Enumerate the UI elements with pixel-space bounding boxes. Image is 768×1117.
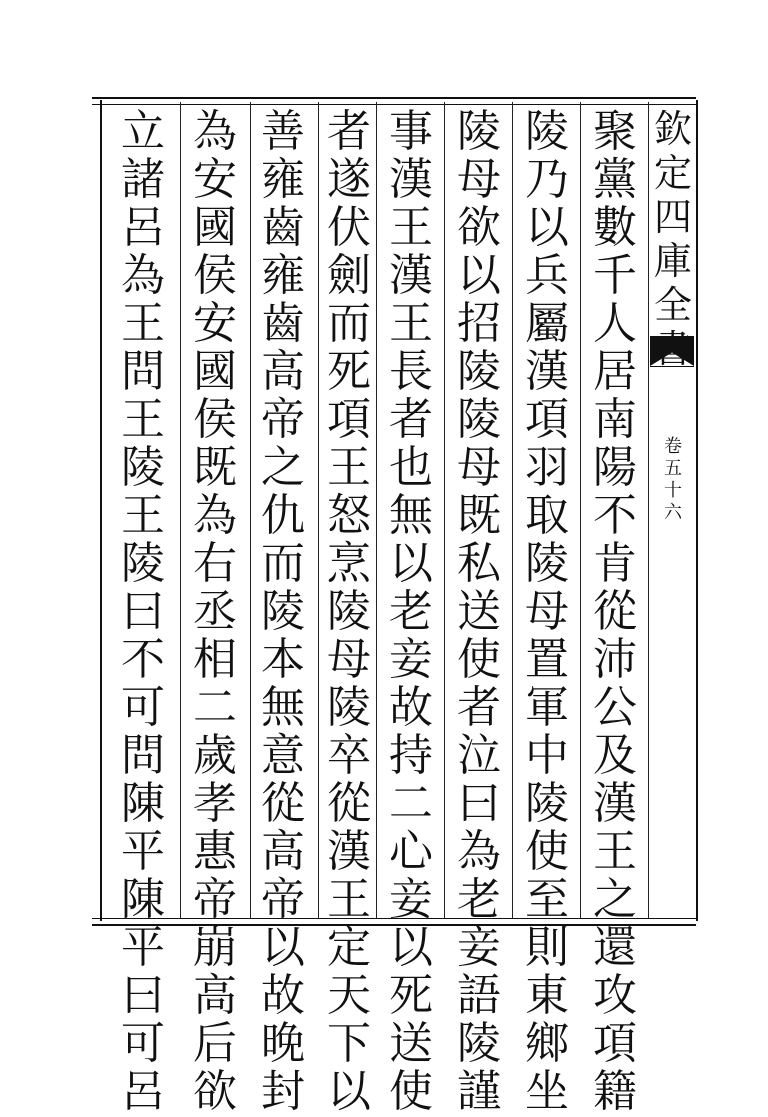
text-char: 本 (261, 634, 305, 685)
text-char: 語 (457, 970, 501, 1021)
text-char: 陵 (525, 106, 569, 157)
text-char: 者 (389, 394, 433, 445)
text-char: 王 (121, 490, 165, 541)
text-char: 陵 (457, 394, 501, 445)
text-char: 平 (121, 922, 165, 973)
text-char: 母 (457, 154, 501, 205)
text-char: 安 (193, 298, 237, 349)
text-char: 數 (593, 202, 637, 253)
text-char: 攻 (593, 970, 637, 1021)
text-char: 陵 (121, 538, 165, 589)
text-char: 無 (261, 682, 305, 733)
text-char: 安 (193, 154, 237, 205)
volume-label (656, 436, 690, 524)
text-char: 公 (593, 682, 637, 733)
text-char: 心 (389, 826, 433, 877)
text-char: 二 (193, 682, 237, 733)
text-char: 為 (193, 490, 237, 541)
text-char: 后 (193, 1018, 237, 1069)
text-char: 二 (389, 778, 433, 829)
text-char: 呂 (121, 1066, 165, 1117)
text-char: 惠 (193, 826, 237, 877)
text-char: 漢 (389, 154, 433, 205)
text-char: 南 (593, 394, 637, 445)
text-char: 使 (525, 826, 569, 877)
text-char: 長 (389, 346, 433, 397)
text-char: 高 (193, 970, 237, 1021)
text-char: 陵 (327, 682, 371, 733)
text-char: 羽 (525, 442, 569, 493)
text-char: 為 (457, 826, 501, 877)
text-char: 天 (327, 970, 371, 1021)
text-char: 齒 (261, 298, 305, 349)
text-char: 項 (327, 394, 371, 445)
text-char: 漢 (389, 250, 433, 301)
text-char: 招 (457, 298, 501, 349)
text-column-3 (448, 106, 510, 1117)
text-char: 呂 (121, 202, 165, 253)
text-char: 置 (525, 634, 569, 685)
text-char: 黨 (593, 154, 637, 205)
text-char: 則 (525, 922, 569, 973)
text-char: 曰 (121, 970, 165, 1021)
text-char: 以 (261, 922, 305, 973)
book-title-char: 全 (653, 283, 692, 327)
text-char: 母 (457, 442, 501, 493)
text-char: 鄉 (525, 1018, 569, 1069)
text-char: 諸 (121, 154, 165, 205)
text-column-8 (112, 106, 174, 1117)
text-char: 帝 (261, 394, 305, 445)
text-char: 曰 (457, 778, 501, 829)
volume-char: 卷 (664, 436, 682, 457)
text-char: 妾 (389, 874, 433, 925)
text-char: 老 (389, 586, 433, 637)
text-char: 欲 (193, 1066, 237, 1117)
text-char: 為 (121, 250, 165, 301)
text-char: 以 (457, 250, 501, 301)
text-char: 相 (193, 634, 237, 685)
text-char: 帝 (193, 874, 237, 925)
frame-left-border (100, 100, 102, 921)
text-char: 沛 (593, 634, 637, 685)
text-char: 死 (327, 346, 371, 397)
text-char: 之 (593, 874, 637, 925)
text-char: 漢 (525, 346, 569, 397)
text-char: 可 (121, 1018, 165, 1069)
text-char: 屬 (525, 298, 569, 349)
text-column-4 (380, 106, 442, 1117)
text-char: 取 (525, 490, 569, 541)
text-column-2 (516, 106, 578, 1117)
text-char: 劍 (327, 250, 371, 301)
text-char: 妾 (389, 634, 433, 685)
text-char: 漢 (593, 778, 637, 829)
text-char: 陵 (121, 442, 165, 493)
text-char: 王 (327, 874, 371, 925)
volume-char: 五 (664, 458, 682, 479)
text-char: 還 (593, 922, 637, 973)
text-char: 仇 (261, 490, 305, 541)
text-char: 東 (525, 970, 569, 1021)
text-char: 善 (261, 106, 305, 157)
text-char: 雍 (261, 154, 305, 205)
text-char: 以 (327, 1066, 371, 1117)
text-char: 死 (389, 970, 433, 1021)
text-char: 事 (389, 106, 433, 157)
book-title-char: 四 (653, 195, 692, 239)
text-char: 帝 (261, 874, 305, 925)
text-char: 問 (121, 346, 165, 397)
text-char: 侯 (193, 250, 237, 301)
text-char: 晚 (261, 1018, 305, 1069)
text-char: 以 (389, 922, 433, 973)
text-char: 問 (121, 730, 165, 781)
column-divider (250, 102, 251, 918)
text-char: 陳 (121, 778, 165, 829)
text-char: 母 (525, 586, 569, 637)
text-char: 聚 (593, 106, 637, 157)
text-char: 封 (261, 1066, 305, 1117)
text-char: 烹 (327, 538, 371, 589)
text-char: 從 (261, 778, 305, 829)
text-char: 居 (593, 346, 637, 397)
volume-char: 六 (664, 502, 682, 523)
text-char: 下 (327, 1018, 371, 1069)
text-column-1 (584, 106, 646, 1117)
text-char: 漢 (327, 826, 371, 877)
text-char: 及 (593, 730, 637, 781)
text-char: 使 (389, 1066, 433, 1117)
text-char: 陵 (261, 586, 305, 637)
text-char: 丞 (193, 586, 237, 637)
text-char: 不 (121, 634, 165, 685)
text-char: 者 (327, 106, 371, 157)
text-char: 國 (193, 202, 237, 253)
book-title-char: 庫 (653, 239, 692, 283)
text-char: 人 (593, 298, 637, 349)
column-divider (180, 102, 181, 918)
text-char: 母 (327, 634, 371, 685)
text-column-6 (252, 106, 314, 1117)
text-char: 孝 (193, 778, 237, 829)
text-char: 陵 (457, 106, 501, 157)
text-char: 至 (525, 874, 569, 925)
text-char: 從 (327, 778, 371, 829)
text-char: 王 (121, 298, 165, 349)
text-char: 王 (121, 394, 165, 445)
text-char: 以 (389, 538, 433, 589)
text-char: 歲 (193, 730, 237, 781)
text-char: 既 (457, 490, 501, 541)
text-char: 欲 (457, 202, 501, 253)
text-char: 肯 (593, 538, 637, 589)
text-char: 陳 (121, 874, 165, 925)
text-char: 故 (389, 682, 433, 733)
text-char: 送 (389, 1018, 433, 1069)
text-char: 使 (457, 634, 501, 685)
text-char: 王 (327, 442, 371, 493)
text-char: 意 (261, 730, 305, 781)
volume-char: 十 (664, 480, 682, 501)
text-char: 遂 (327, 154, 371, 205)
text-char: 齒 (261, 202, 305, 253)
column-divider (580, 102, 581, 918)
text-char: 而 (261, 538, 305, 589)
text-char: 平 (121, 826, 165, 877)
text-char: 為 (193, 106, 237, 157)
text-char: 送 (457, 586, 501, 637)
frame-top-border (92, 97, 696, 105)
book-title-char: 定 (653, 151, 692, 195)
text-char: 伏 (327, 202, 371, 253)
text-char: 無 (389, 490, 433, 541)
text-char: 崩 (193, 922, 237, 973)
text-char: 卒 (327, 730, 371, 781)
text-char: 妾 (457, 922, 501, 973)
text-char: 老 (457, 874, 501, 925)
text-char: 故 (261, 970, 305, 1021)
text-char: 王 (389, 202, 433, 253)
book-title-char: 欽 (653, 107, 692, 151)
text-char: 高 (261, 826, 305, 877)
text-char: 千 (593, 250, 637, 301)
text-char: 陵 (525, 538, 569, 589)
book-title (651, 108, 695, 372)
text-char: 籍 (593, 1066, 637, 1117)
text-char: 侯 (193, 394, 237, 445)
text-char: 高 (261, 346, 305, 397)
text-char: 陽 (593, 442, 637, 493)
text-char: 以 (525, 202, 569, 253)
column-divider (648, 102, 649, 918)
text-char: 可 (121, 682, 165, 733)
text-column-5 (318, 106, 380, 1117)
text-char: 也 (389, 442, 433, 493)
text-char: 國 (193, 346, 237, 397)
fishtail-line (650, 366, 694, 367)
text-char: 既 (193, 442, 237, 493)
text-char: 項 (593, 1018, 637, 1069)
column-divider (444, 102, 445, 918)
text-char: 謹 (457, 1066, 501, 1117)
text-char: 陵 (327, 586, 371, 637)
text-char: 坐 (525, 1066, 569, 1117)
text-char: 怒 (327, 490, 371, 541)
text-char: 不 (593, 490, 637, 541)
text-char: 之 (261, 442, 305, 493)
text-char: 曰 (121, 586, 165, 637)
frame-right-border (696, 100, 698, 921)
text-char: 右 (193, 538, 237, 589)
text-char: 陵 (457, 1018, 501, 1069)
text-char: 乃 (525, 154, 569, 205)
text-char: 定 (327, 922, 371, 973)
text-char: 中 (525, 730, 569, 781)
text-char: 王 (593, 826, 637, 877)
text-char: 陵 (525, 778, 569, 829)
text-char: 王 (389, 298, 433, 349)
text-char: 項 (525, 394, 569, 445)
text-char: 立 (121, 106, 165, 157)
text-char: 者 (457, 682, 501, 733)
text-column-7 (184, 106, 246, 1117)
text-char: 軍 (525, 682, 569, 733)
text-char: 私 (457, 538, 501, 589)
text-char: 而 (327, 298, 371, 349)
text-char: 兵 (525, 250, 569, 301)
text-char: 陵 (457, 346, 501, 397)
text-char: 雍 (261, 250, 305, 301)
text-char: 從 (593, 586, 637, 637)
text-char: 持 (389, 730, 433, 781)
text-char: 泣 (457, 730, 501, 781)
column-divider (512, 102, 513, 918)
